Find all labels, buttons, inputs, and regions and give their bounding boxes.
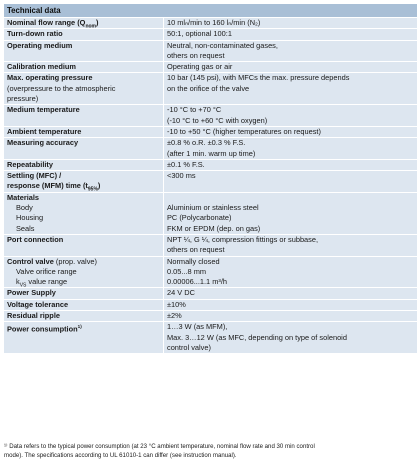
spec-label-cell xyxy=(4,62,164,72)
spec-value: 10 bar (145 psi), with MFCs the max. pressure depends xyxy=(167,73,350,83)
spec-label-cell xyxy=(4,18,164,28)
spec-value: -10 °C to +70 °C xyxy=(167,105,222,115)
spec-value-cell xyxy=(164,73,417,104)
spec-value-cell xyxy=(164,257,417,288)
spec-value-cell xyxy=(164,288,417,298)
spec-label-cell xyxy=(4,257,164,288)
spec-label-cell xyxy=(4,105,164,126)
spec-label: Housing xyxy=(16,213,44,223)
spec-label-cell xyxy=(4,138,164,159)
spec-label-cell xyxy=(4,29,164,39)
table-title: Technical data xyxy=(4,4,417,18)
table-row xyxy=(4,257,417,289)
spec-label-cell xyxy=(4,311,164,321)
spec-value-cell xyxy=(164,29,417,39)
spec-value: ±2% xyxy=(167,311,182,321)
spec-label-cell xyxy=(4,193,164,234)
spec-value: 50:1, optional 100:1 xyxy=(167,29,232,39)
spec-value: ±10% xyxy=(167,299,186,309)
spec-label: Turn-down ratio xyxy=(7,29,63,39)
spec-label-cell xyxy=(4,41,164,62)
table-row xyxy=(4,160,417,171)
spec-value: PC (Polycarbonate) xyxy=(167,213,232,223)
spec-label: $k_{VS}$ value range xyxy=(16,277,68,289)
spec-value: (-10 °C to +60 °C with oxygen) xyxy=(167,115,268,125)
spec-label: (overpressure to the atmospheric xyxy=(7,83,116,93)
spec-label xyxy=(7,51,163,61)
spec-value: ±0.1 % F.S. xyxy=(167,159,205,169)
spec-value: ±0.8 % o.R. ±0.3 % F.S. xyxy=(167,138,246,148)
spec-value: 0.05...8 mm xyxy=(167,266,207,276)
spec-value-cell xyxy=(164,160,417,170)
spec-label: pressure) xyxy=(7,94,39,104)
table-row xyxy=(4,235,417,257)
spec-label: Power consumption$^{1)}$ xyxy=(7,324,82,334)
table-row xyxy=(4,193,417,235)
spec-label-cell xyxy=(4,127,164,137)
spec-value: <300 ms xyxy=(167,171,196,181)
spec-value: Normally closed xyxy=(167,256,220,266)
spec-label: Residual ripple xyxy=(7,311,60,321)
spec-value: others on request xyxy=(167,50,225,60)
spec-label: Port connection xyxy=(7,234,64,244)
spec-value: Aluminium or stainless steel xyxy=(167,203,259,213)
table-row xyxy=(4,18,417,29)
spec-value xyxy=(167,193,417,203)
table-row xyxy=(4,41,417,63)
spec-value: Neutral, non-contaminated gases, xyxy=(167,40,278,50)
spec-label: Measuring accuracy xyxy=(7,138,79,148)
spec-label xyxy=(7,343,163,353)
table-row xyxy=(4,311,417,322)
spec-value: 10 mlₙ/min to 160 lₙ/min (N₂) xyxy=(167,18,261,27)
spec-label: Voltage tolerance xyxy=(7,299,69,309)
spec-value-cell xyxy=(164,322,417,353)
spec-value xyxy=(167,181,417,191)
spec-value-cell xyxy=(164,235,417,256)
spec-value-cell xyxy=(164,138,417,159)
table-row xyxy=(4,62,417,73)
spec-label: Max. operating pressure xyxy=(7,73,93,83)
spec-label: response (MFM) time $(t_{95\%})$ xyxy=(7,181,101,193)
spec-label: Operating medium xyxy=(7,40,73,50)
spec-value-cell xyxy=(164,18,417,28)
table-row xyxy=(4,127,417,138)
spec-label-cell xyxy=(4,288,164,298)
spec-label-cell xyxy=(4,322,164,353)
spec-label xyxy=(7,149,163,159)
spec-label-cell xyxy=(4,171,164,192)
spec-label xyxy=(7,333,163,343)
spec-label xyxy=(7,245,163,255)
spec-value: on the orifice of the valve xyxy=(167,83,250,93)
spec-value-cell xyxy=(164,171,417,192)
footnote xyxy=(4,442,417,461)
spec-label: Nominal flow range $(Q_{nom})$ xyxy=(7,18,99,30)
table-row xyxy=(4,105,417,127)
spec-label xyxy=(7,116,163,126)
table-row xyxy=(4,73,417,105)
table-row xyxy=(4,138,417,160)
spec-value: control valve) xyxy=(167,342,211,352)
spec-label: Power Supply xyxy=(7,288,56,298)
spec-value-cell xyxy=(164,62,417,72)
spec-label: Repeatability xyxy=(7,159,54,169)
technical-data-table xyxy=(4,4,417,354)
table-row xyxy=(4,171,417,193)
spec-value: -10 to +50 °C (higher temperatures on request) xyxy=(167,126,321,136)
spec-label: Control valve (prop. valve) xyxy=(7,256,97,266)
spec-value-cell xyxy=(164,193,417,234)
spec-value: (after 1 min. warm up time) xyxy=(167,148,256,158)
spec-value-cell xyxy=(164,127,417,137)
spec-label: Materials xyxy=(7,192,40,202)
spec-value: 0.00006...1.1 m³/h xyxy=(167,277,227,287)
table-body xyxy=(4,18,417,354)
spec-label: Calibration medium xyxy=(7,62,76,72)
table-row xyxy=(4,300,417,311)
table-row xyxy=(4,288,417,299)
spec-label-cell xyxy=(4,160,164,170)
spec-label-cell xyxy=(4,300,164,310)
spec-label: Ambient temperature xyxy=(7,126,82,136)
spec-value: others on request xyxy=(167,245,225,255)
footnote-line: mode). The specifications according to UL 61010-1 can differ (see instruction manual). xyxy=(4,452,237,460)
spec-value: FKM or EPDM (dep. on gas) xyxy=(167,223,261,233)
spec-label-cell xyxy=(4,235,164,256)
spec-label: Seals xyxy=(16,223,35,233)
spec-value: NPT ¼, G ¼, compression fittings or subbase, xyxy=(167,234,319,244)
spec-value: 24 V DC xyxy=(167,288,195,298)
spec-value-cell xyxy=(164,41,417,62)
spec-value: Max. 3…12 W (as MFC, depending on type of solenoid xyxy=(167,332,347,342)
spec-value-cell xyxy=(164,311,417,321)
spec-label-cell xyxy=(4,73,164,104)
spec-label: Valve orifice range xyxy=(16,266,77,276)
spec-label: Settling (MFC) / xyxy=(7,171,62,181)
spec-label: Medium temperature xyxy=(7,105,80,115)
footnote-line: ¹⁾ Data refers to the typical power consumption (at 23 °C ambient temperature, nominal flow rate and 30 min control xyxy=(4,443,315,450)
table-row xyxy=(4,29,417,40)
spec-value: 1…3 W (as MFM), xyxy=(167,322,228,332)
spec-value-cell xyxy=(164,300,417,310)
spec-label: Body xyxy=(16,203,33,213)
spec-value: Operating gas or air xyxy=(167,62,233,72)
spec-value xyxy=(167,94,417,104)
spec-value-cell xyxy=(164,105,417,126)
table-row xyxy=(4,322,417,354)
